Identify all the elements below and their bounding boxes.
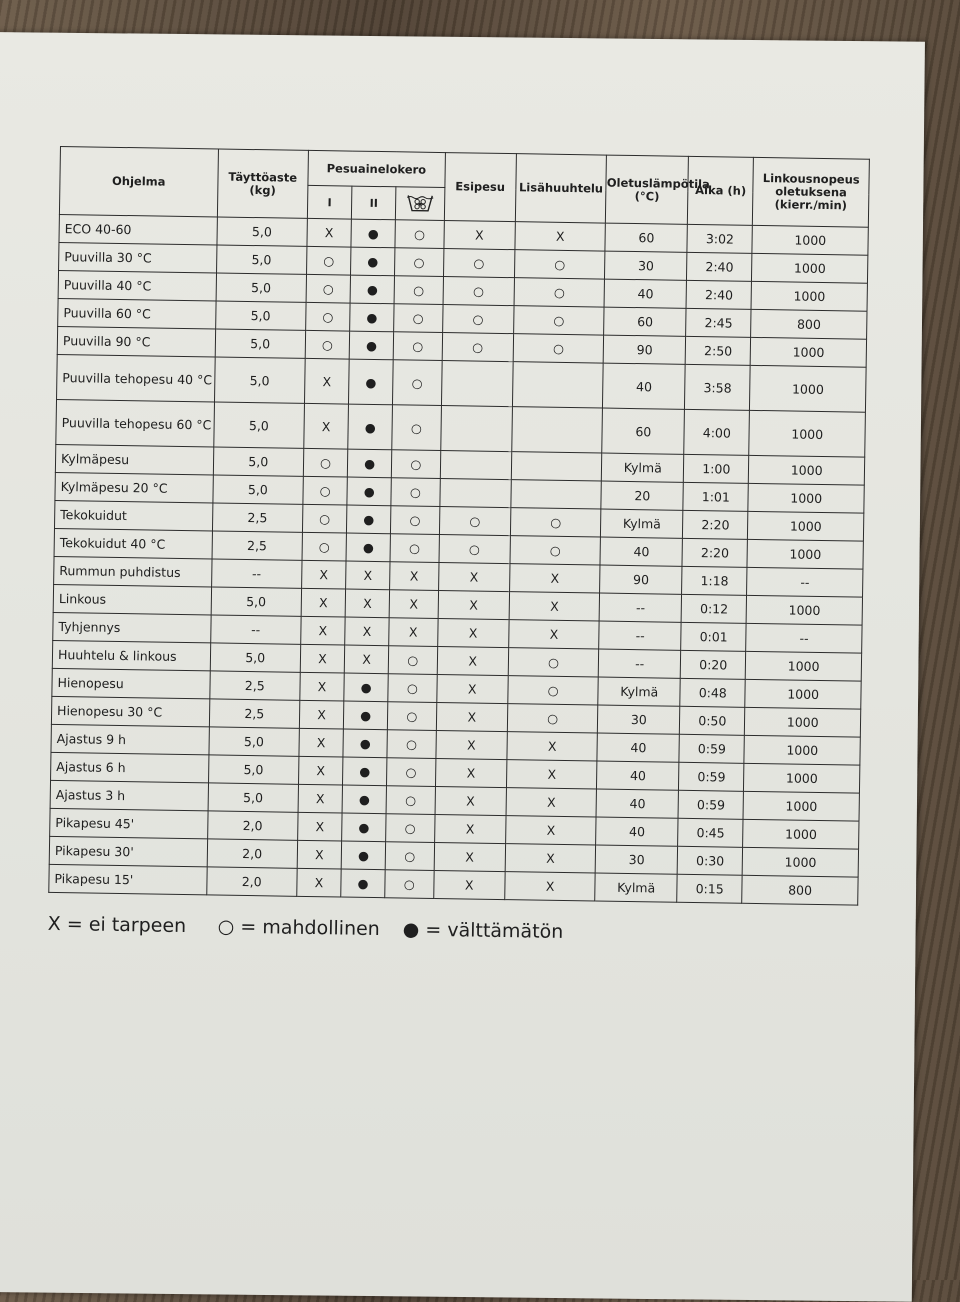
temp-value: --	[599, 621, 681, 650]
compartment-2-value: ●	[351, 247, 396, 276]
load-value: 5,0	[216, 273, 307, 302]
compartment-1-value: X	[302, 560, 347, 589]
extra-rinse-value	[512, 362, 603, 408]
extra-rinse-value: X	[506, 760, 597, 789]
spin-value: 1000	[747, 539, 863, 569]
temp-value: 30	[605, 251, 687, 280]
extra-rinse-value: X	[505, 872, 596, 901]
time-value: 2:20	[682, 538, 748, 567]
compartment-1-value: ○	[306, 274, 351, 303]
time-value: 0:59	[679, 762, 745, 791]
spin-value: 1000	[752, 225, 868, 255]
program-name: Pikapesu 15'	[49, 864, 207, 894]
time-value: 3:02	[687, 224, 753, 253]
prewash-value	[441, 361, 513, 407]
program-name: Ajastus 3 h	[50, 780, 208, 810]
spin-value: 1000	[751, 337, 867, 367]
prewash-value: X	[434, 814, 506, 843]
program-name: Ajastus 6 h	[51, 752, 209, 782]
prewash-value	[439, 479, 511, 508]
program-name: Tyhjennys	[53, 612, 211, 642]
compartment-2-value: ●	[350, 303, 395, 332]
compartment-1-value: X	[300, 644, 345, 673]
extra-rinse-value: X	[505, 844, 596, 873]
softener-value: X	[390, 562, 439, 591]
load-value: 5,0	[214, 357, 305, 403]
prewash-value: X	[443, 221, 515, 250]
extra-rinse-value: ○	[508, 648, 599, 677]
extra-rinse-value: X	[515, 222, 606, 251]
softener-value: X	[389, 590, 438, 619]
load-value: 5,0	[215, 329, 306, 358]
softener-value: ○	[394, 276, 443, 305]
time-value: 1:18	[682, 566, 748, 595]
load-value: 2,0	[207, 811, 298, 840]
softener-value: ○	[395, 220, 444, 249]
temp-value: 30	[598, 705, 680, 734]
program-name: Linkous	[53, 584, 211, 614]
extra-rinse-value: ○	[510, 536, 601, 565]
prewash-value: ○	[442, 333, 514, 362]
extra-rinse-value	[511, 480, 602, 509]
compartment-1-value: X	[301, 616, 346, 645]
prewash-value: X	[435, 786, 507, 815]
compartment-1-value: X	[297, 868, 342, 897]
temp-value: Kylmä	[602, 453, 684, 482]
compartment-1-value: X	[299, 700, 344, 729]
softener-value: ○	[386, 786, 435, 815]
spin-value: 1000	[751, 281, 867, 311]
extra-rinse-value: ○	[510, 508, 601, 537]
header-detergent: Pesuainelokero	[308, 150, 445, 187]
compartment-2-value: ●	[343, 701, 388, 730]
temp-value: Kylmä	[595, 873, 677, 902]
compartment-1-value: X	[299, 728, 344, 757]
compartment-2-value: ●	[344, 673, 389, 702]
temp-value: 20	[601, 481, 683, 510]
time-value: 2:40	[686, 280, 752, 309]
legend-not-needed: X = ei tarpeen	[47, 912, 187, 938]
softener-value: ○	[391, 478, 440, 507]
compartment-2-value: ●	[349, 331, 394, 360]
compartment-1-value: X	[298, 784, 343, 813]
header-softener	[396, 187, 445, 221]
program-table-sheet	[48, 146, 870, 948]
compartment-1-value: X	[297, 840, 342, 869]
load-value: 5,0	[213, 475, 304, 504]
compartment-1-value: X	[304, 358, 349, 404]
prewash-value: ○	[439, 507, 511, 536]
compartment-2-value: ●	[341, 869, 386, 898]
program-name: Pikapesu 45'	[50, 808, 208, 838]
compartment-1-value: ○	[306, 302, 351, 331]
spin-value: 1000	[746, 651, 862, 681]
spin-value: 1000	[744, 735, 860, 765]
load-value: 5,0	[215, 301, 306, 330]
time-value: 0:59	[678, 790, 744, 819]
temp-value: --	[599, 593, 681, 622]
compartment-2-value: ●	[347, 505, 392, 534]
prewash-value	[440, 406, 512, 452]
prewash-value: X	[436, 702, 508, 731]
compartment-1-value: X	[298, 756, 343, 785]
softener-value: ○	[385, 870, 434, 899]
compartment-2-value: ●	[348, 404, 393, 450]
spin-value: 800	[742, 875, 858, 905]
time-value: 0:01	[681, 622, 747, 651]
compartment-2-value: ●	[342, 785, 387, 814]
compartment-2-value: ●	[347, 449, 392, 478]
compartment-2-value: ●	[347, 477, 392, 506]
time-value: 0:12	[681, 594, 747, 623]
spin-value: --	[747, 567, 863, 597]
softener-value: ○	[388, 702, 437, 731]
extra-rinse-value: ○	[508, 676, 599, 705]
load-value: 5,0	[208, 755, 299, 784]
extra-rinse-value	[511, 452, 602, 481]
prewash-value: X	[434, 842, 506, 871]
program-table	[48, 146, 870, 906]
compartment-1-value: X	[298, 812, 343, 841]
extra-rinse-value: X	[509, 592, 600, 621]
program-name: Puuvilla 30 °C	[59, 242, 217, 272]
time-value: 0:20	[680, 650, 746, 679]
compartment-2-value: ●	[350, 275, 395, 304]
spin-value: 1000	[746, 595, 862, 625]
compartment-1-value: ○	[305, 330, 350, 359]
prewash-value: X	[435, 758, 507, 787]
prewash-value: X	[436, 674, 508, 703]
temp-value: 40	[600, 537, 682, 566]
softener-value: ○	[390, 534, 439, 563]
softener-value: ○	[394, 304, 443, 333]
time-value: 2:40	[687, 252, 753, 281]
temp-value: 40	[596, 817, 678, 846]
prewash-value: ○	[442, 305, 514, 334]
program-name: Tekokuidut 40 °C	[54, 528, 212, 558]
program-name: Kylmäpesu	[55, 444, 213, 474]
prewash-value: ○	[443, 249, 515, 278]
temp-value: 40	[597, 733, 679, 762]
load-value: 5,0	[208, 783, 299, 812]
softener-value: ○	[386, 814, 435, 843]
load-value: 2,0	[207, 839, 298, 868]
program-name: Ajastus 9 h	[51, 724, 209, 754]
time-value: 0:48	[680, 678, 746, 707]
program-name: Tekokuidut	[54, 500, 212, 530]
compartment-1-value: X	[301, 588, 346, 617]
softener-value: ○	[393, 332, 442, 361]
program-name: ECO 40-60	[59, 214, 217, 244]
extra-rinse-value: ○	[513, 334, 604, 363]
legend-required: ● = välttämätön	[402, 918, 564, 944]
softener-value: ○	[392, 405, 441, 451]
prewash-value	[440, 451, 512, 480]
spin-value: 1000	[743, 847, 859, 877]
program-name: Puuvilla 40 °C	[58, 270, 216, 300]
header-program: Ohjelma	[59, 147, 218, 217]
header-extra-rinse: Lisähuuhtelu	[515, 154, 606, 223]
spin-value: 1000	[749, 455, 865, 485]
spin-value: 800	[751, 309, 867, 339]
compartment-1-value: ○	[303, 476, 348, 505]
spin-value: 1000	[745, 679, 861, 709]
softener-value: ○	[387, 730, 436, 759]
spin-value: --	[746, 623, 862, 653]
program-name: Huuhtelu & linkous	[52, 640, 210, 670]
load-value: 5,0	[216, 245, 307, 274]
time-value: 0:30	[677, 846, 743, 875]
program-name: Hienopesu	[52, 668, 210, 698]
program-name: Puuvilla 60 °C	[58, 298, 216, 328]
compartment-1-value: X	[307, 218, 352, 247]
softener-value: ○	[387, 758, 436, 787]
program-name: Kylmäpesu 20 °C	[55, 472, 213, 502]
compartment-1-value: X	[300, 672, 345, 701]
spin-value: 1000	[745, 707, 861, 737]
temp-value: Kylmä	[601, 509, 683, 538]
temp-value: 40	[604, 279, 686, 308]
extra-rinse-value: ○	[514, 306, 605, 335]
spin-value: 1000	[752, 253, 868, 283]
extra-rinse-value: X	[506, 816, 597, 845]
time-value: 1:00	[684, 454, 750, 483]
softener-value: ○	[392, 450, 441, 479]
load-value: --	[211, 559, 302, 588]
spin-value: 1000	[743, 819, 859, 849]
extra-rinse-value: ○	[514, 278, 605, 307]
program-name: Puuvilla tehopesu 60 °C	[56, 399, 214, 446]
program-name: Puuvilla 90 °C	[57, 326, 215, 356]
spin-value: 1000	[749, 410, 865, 457]
compartment-2-value: X	[344, 645, 389, 674]
time-value: 4:00	[684, 409, 750, 455]
compartment-1-value: ○	[303, 448, 348, 477]
load-value: 5,0	[217, 217, 308, 246]
header-prewash: Esipesu	[444, 153, 516, 222]
prewash-value: ○	[439, 535, 511, 564]
time-value: 2:45	[686, 308, 752, 337]
compartment-2-value: ●	[343, 729, 388, 758]
compartment-1-value: X	[304, 403, 349, 449]
header-spin-speed: Linkousnopeus oletuksena (kierr./min)	[753, 157, 870, 227]
time-value: 0:45	[678, 818, 744, 847]
compartment-2-value: ●	[346, 533, 391, 562]
load-value: 2,5	[212, 531, 303, 560]
compartment-2-value: ●	[351, 219, 396, 248]
load-value: 2,5	[212, 503, 303, 532]
compartment-2-value: ●	[343, 757, 388, 786]
softener-value: X	[389, 618, 438, 647]
extra-rinse-value	[512, 407, 603, 453]
softener-value: ○	[393, 360, 442, 406]
extra-rinse-value: X	[509, 620, 600, 649]
program-name: Hienopesu 30 °C	[51, 696, 209, 726]
softener-value: ○	[385, 842, 434, 871]
prewash-value: X	[433, 870, 505, 899]
extra-rinse-value: ○	[514, 250, 605, 279]
spin-value: 1000	[750, 365, 866, 412]
header-time: Aika (h)	[688, 156, 754, 225]
program-name: Puuvilla tehopesu 40 °C	[57, 354, 215, 401]
temp-value: Kylmä	[598, 677, 680, 706]
extra-rinse-value: X	[506, 788, 597, 817]
spin-value: 1000	[744, 763, 860, 793]
spin-value: 1000	[743, 791, 859, 821]
time-value: 0:50	[680, 706, 746, 735]
temp-value: 40	[596, 789, 678, 818]
compartment-2-value: X	[345, 617, 390, 646]
prewash-value: X	[437, 618, 509, 647]
compartment-2-value: ●	[341, 841, 386, 870]
spin-value: 1000	[748, 511, 864, 541]
prewash-value: ○	[443, 277, 515, 306]
compartment-1-value: ○	[302, 532, 347, 561]
extra-rinse-value: X	[510, 564, 601, 593]
load-value: --	[210, 615, 301, 644]
load-value: 5,0	[209, 727, 300, 756]
softener-value: ○	[395, 248, 444, 277]
program-name: Pikapesu 30'	[49, 836, 207, 866]
compartment-1-value: ○	[302, 504, 347, 533]
prewash-value: X	[438, 590, 510, 619]
header-load: Täyttöaste (kg)	[217, 149, 308, 218]
temp-value: 30	[595, 845, 677, 874]
time-value: 2:20	[683, 510, 749, 539]
time-value: 1:01	[683, 482, 749, 511]
load-value: 5,0	[210, 643, 301, 672]
time-value: 3:58	[685, 364, 751, 410]
temp-value: --	[599, 649, 681, 678]
softener-value: ○	[391, 506, 440, 535]
temp-value: 60	[602, 408, 685, 454]
fabric-softener-icon	[406, 192, 434, 212]
prewash-value: X	[438, 562, 510, 591]
header-compartment-2: II	[351, 186, 396, 220]
load-value: 5,0	[213, 402, 304, 448]
temp-value: 90	[600, 565, 682, 594]
load-value: 5,0	[211, 587, 302, 616]
temp-value: 40	[603, 363, 686, 409]
extra-rinse-value: ○	[507, 704, 598, 733]
prewash-value: X	[437, 646, 509, 675]
prewash-value: X	[435, 730, 507, 759]
temp-value: 90	[603, 335, 685, 364]
load-value: 2,5	[209, 671, 300, 700]
compartment-2-value: ●	[342, 813, 387, 842]
softener-value: ○	[388, 646, 437, 675]
time-value: 0:59	[679, 734, 745, 763]
extra-rinse-value: X	[507, 732, 598, 761]
program-name: Rummun puhdistus	[54, 556, 212, 586]
load-value: 5,0	[213, 447, 304, 476]
legend-possible: ○ = mahdollinen	[217, 915, 380, 941]
softener-value: ○	[388, 674, 437, 703]
compartment-2-value: X	[346, 561, 391, 590]
time-value: 0:15	[677, 874, 743, 903]
header-compartment-1: I	[307, 185, 352, 219]
load-value: 2,5	[209, 699, 300, 728]
compartment-2-value: X	[345, 589, 390, 618]
temp-value: 40	[597, 761, 679, 790]
compartment-1-value: ○	[306, 246, 351, 275]
temp-value: 60	[605, 223, 687, 252]
load-value: 2,0	[206, 867, 297, 896]
temp-value: 60	[604, 307, 686, 336]
compartment-2-value: ●	[349, 359, 394, 405]
header-default-temp: Oletuslämpötila (°C)	[606, 155, 689, 224]
time-value: 2:50	[685, 336, 751, 365]
spin-value: 1000	[748, 483, 864, 513]
